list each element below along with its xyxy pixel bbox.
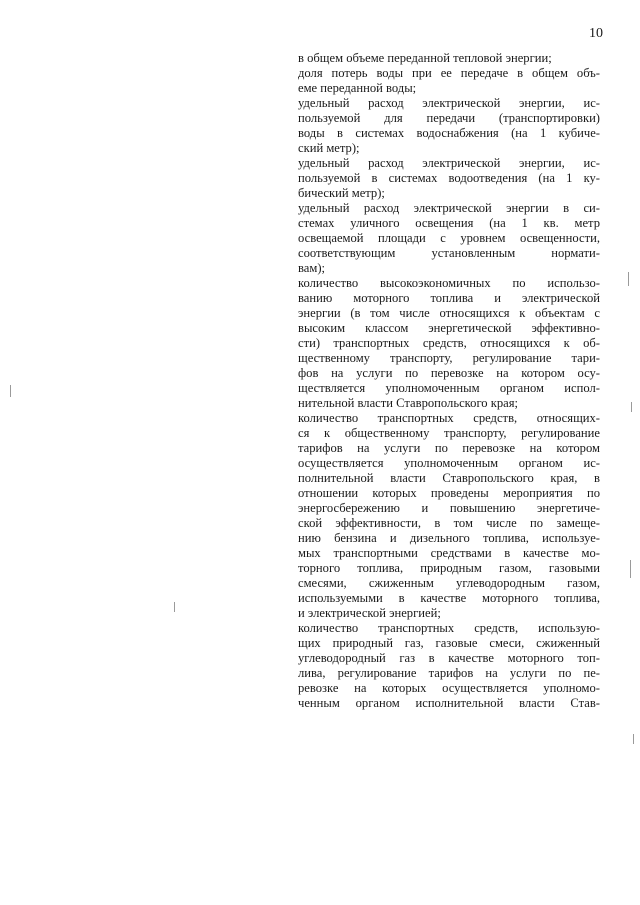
text-line: еме переданной воды; (298, 81, 417, 95)
text-line: тарифов на услуги по перевозке на котором (298, 441, 600, 455)
text-line: энергии (в том числе относящихся к объектам с (298, 306, 600, 320)
text-line: энергосбережению и повышению энергетиче- (298, 501, 600, 515)
scan-artifact-right-4 (633, 734, 634, 744)
text-line: торного топлива, природным газом, газовыми (298, 561, 600, 575)
text-line: используемыми в качестве моторного топлива, (298, 591, 600, 605)
text-line: щественному транспорту, регулирование тари- (298, 351, 600, 365)
text-line: доля потерь воды при ее передаче в общем объ- (298, 66, 600, 80)
text-line: сти) транспортных средств, относящихся к об- (298, 336, 600, 350)
text-line: лива, регулирование тарифов на услуги по пе- (298, 666, 600, 680)
scan-artifact-right-2 (631, 402, 632, 412)
text-line: смесями, сжиженным углеводородным газом, (298, 576, 600, 590)
text-line: высоким классом энергетической эффективно- (298, 321, 600, 335)
text-line: пользуемой для передачи (транспортировки) (298, 111, 600, 125)
text-line: ревозке на которых осуществляется уполномо- (298, 681, 600, 695)
text-line: фов на услуги по перевозке на котором осу- (298, 366, 600, 380)
text-line: освещаемой площади с уровнем освещенности, (298, 231, 600, 245)
text-line: полнительной власти Ставропольского края, в (298, 471, 600, 485)
text-line: нительной власти Ставропольского края; (298, 396, 519, 410)
text-line: вам); (298, 261, 326, 275)
scan-artifact-right-3 (630, 560, 631, 578)
text-line: удельный расход электрической энергии, ис- (298, 96, 600, 110)
text-line: ченным органом исполнительной власти Став- (298, 696, 600, 710)
text-line: ществляется уполномоченным органом испол- (298, 381, 600, 395)
text-line: стемах уличного освещения (на 1 кв. метр (298, 216, 600, 230)
text-line: ский метр); (298, 141, 360, 155)
page-number: 10 (589, 26, 603, 41)
text-line: и электрической энергией; (298, 606, 441, 620)
text-line: мых транспортными средствами в качестве мо- (298, 546, 600, 560)
text-line: отношении которых проведены мероприятия по (298, 486, 600, 500)
text-line: удельный расход электрической энергии, ис- (298, 156, 600, 170)
text-line: в общем объеме переданной тепловой энергии; (298, 51, 552, 65)
text-line: углеводородный газ в качестве моторного топ- (298, 651, 600, 665)
scan-artifact-right-1 (628, 272, 629, 286)
text-line: ся к общественному транспорту, регулирование (298, 426, 600, 440)
scan-artifact-left-1 (10, 385, 11, 397)
text-line: воды в системах водоснабжения (на 1 кубиче- (298, 126, 600, 140)
scan-artifact-left-2 (174, 602, 175, 612)
document-body (298, 51, 600, 711)
text-line: количество транспортных средств, относящих- (298, 411, 600, 425)
text-line: щих природный газ, газовые смеси, сжиженный (298, 636, 600, 650)
text-line: осуществляется уполномоченным органом ис- (298, 456, 600, 470)
text-line: ской эффективности, в том числе по замеще- (298, 516, 600, 530)
text-line: пользуемой в системах водоотведения (на 1 ку- (298, 171, 600, 185)
text-line: удельный расход электрической энергии в си- (298, 201, 600, 215)
text-line: количество транспортных средств, использую- (298, 621, 600, 635)
text-line: количество высокоэкономичных по использо- (298, 276, 600, 290)
text-line: ванию моторного топлива и электрической (298, 291, 600, 305)
text-line: соответствующим установленным нормати- (298, 246, 600, 260)
text-line: бический метр); (298, 186, 385, 200)
text-line: нию бензина и дизельного топлива, используе- (298, 531, 600, 545)
